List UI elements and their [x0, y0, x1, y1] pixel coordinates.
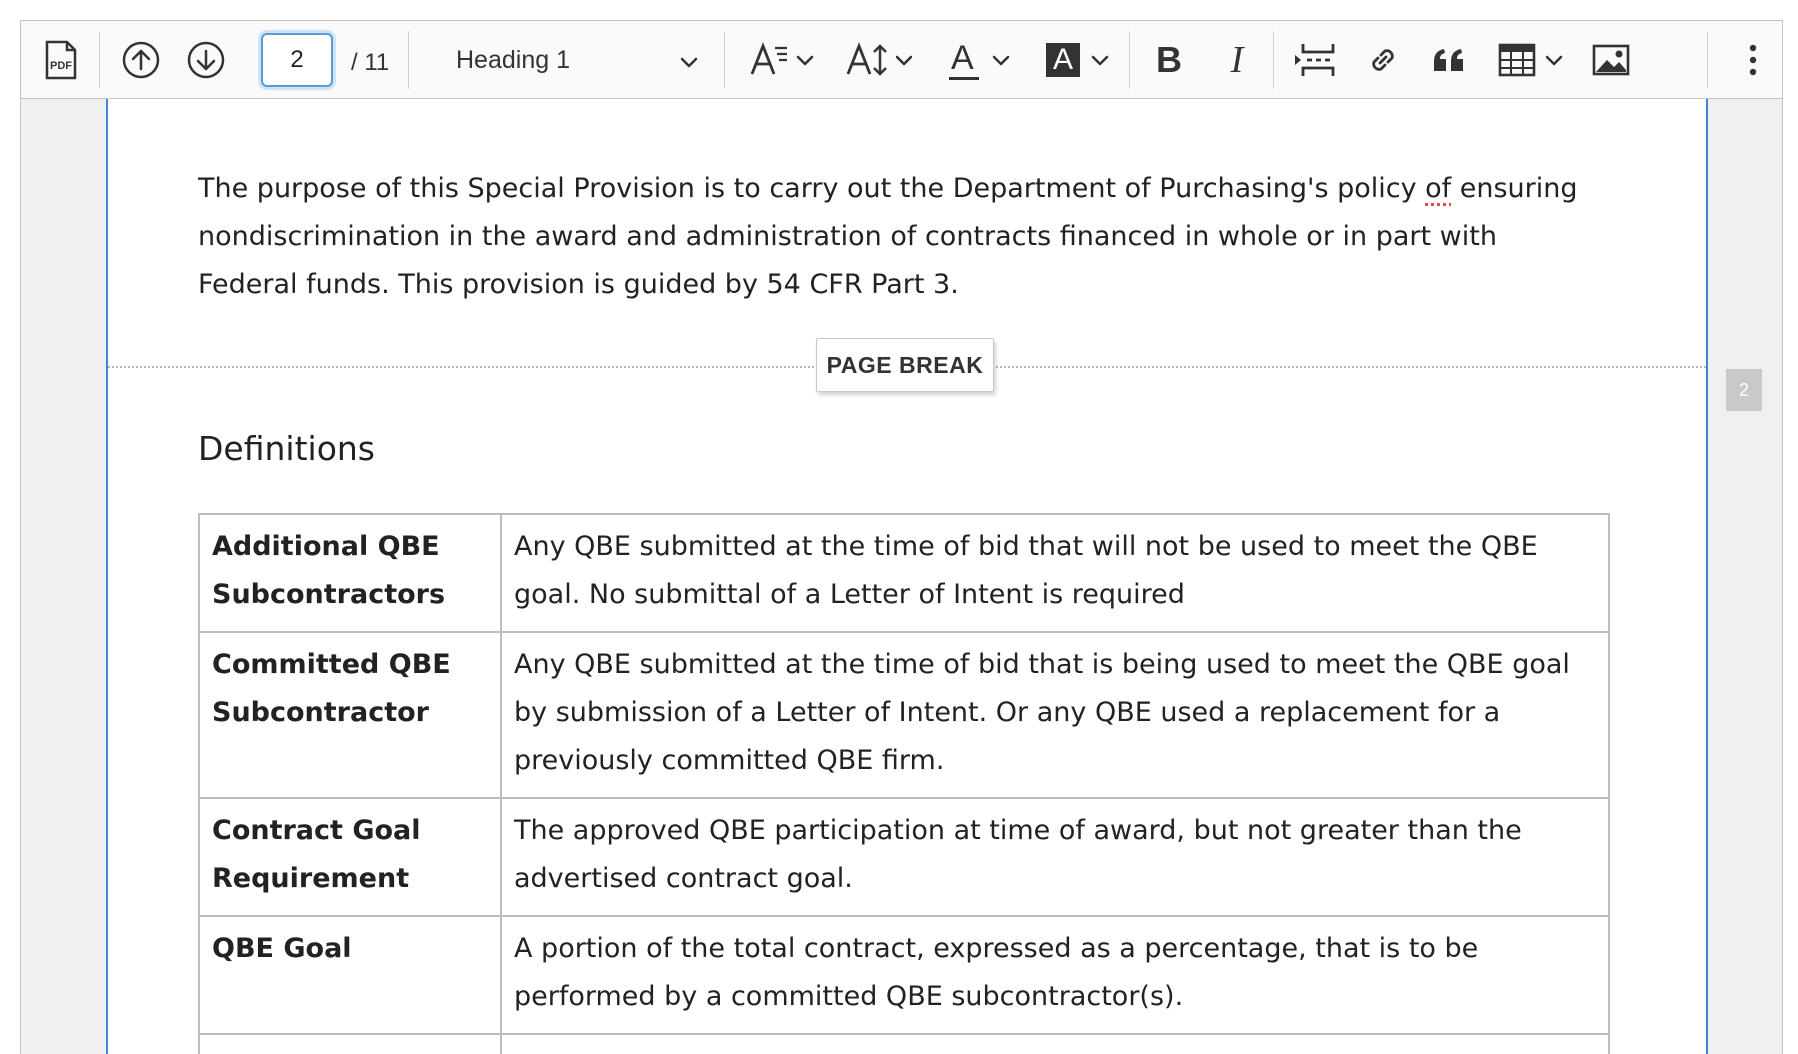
italic-icon: I [1230, 39, 1244, 81]
insert-link-button[interactable] [1355, 35, 1411, 85]
more-options-button[interactable] [1733, 35, 1773, 85]
definition-term-cell[interactable]: Additional QBE Subcontractors [199, 514, 501, 632]
definition-text-cell[interactable]: Any QBE submitted at the time of bid that will not be used to meet the QBE goal. No submittal of a Letter of Intent is required [501, 514, 1609, 632]
font-size-dropdown[interactable] [741, 35, 823, 85]
definition-term-cell[interactable]: Committed QBE Subcontractor [199, 632, 501, 798]
font-color-dropdown[interactable] [939, 35, 1019, 85]
link-icon [1365, 42, 1401, 78]
image-icon [1592, 44, 1630, 76]
pdf-export-icon [43, 40, 79, 80]
bold-icon: B [1156, 39, 1182, 80]
arrow-down-icon [186, 40, 226, 80]
blockquote-icon [1432, 45, 1466, 75]
definitions-heading[interactable]: Definitions [198, 429, 375, 468]
block-style-dropdown[interactable] [441, 35, 701, 85]
page-number-marker: 2 [1726, 369, 1762, 411]
table-row [199, 798, 1609, 916]
block-style-value: Heading 1 [456, 45, 570, 74]
definition-term-cell[interactable]: QBE Goal [199, 916, 501, 1034]
table-icon [1498, 43, 1536, 77]
font-color-icon: A [947, 39, 981, 81]
insert-table-dropdown[interactable] [1489, 35, 1573, 85]
spellcheck-flagged-word[interactable]: of [1425, 173, 1452, 204]
blockquote-button[interactable] [1421, 35, 1477, 85]
chevron-down-icon [1090, 50, 1110, 70]
chevron-down-icon [795, 50, 815, 70]
table-row [199, 916, 1609, 1034]
bold-button[interactable] [1139, 35, 1199, 85]
line-height-dropdown[interactable] [839, 35, 921, 85]
previous-page-button[interactable] [116, 35, 166, 85]
definition-text-cell[interactable]: A portion of the total contract, expressed as a percentage, that is to be performed by a committed QBE subcontractor(s). [501, 916, 1609, 1034]
italic-button[interactable] [1207, 35, 1267, 85]
document-page[interactable] [106, 99, 1708, 1054]
intro-text-start: The purpose of this Special Provision is to carry out the Department of Purchasing's policy [198, 173, 1426, 204]
page-break-button[interactable] [1287, 35, 1343, 85]
intro-paragraph[interactable] [198, 165, 1598, 309]
intro-text-end: ensuring nondiscrimination in the award and administration of contracts financed in whole or in part with Federal funds. This provision is guided by 54 CFR Part 3. [198, 173, 1578, 300]
arrow-up-icon [121, 40, 161, 80]
chevron-down-icon [679, 50, 699, 79]
page-break-icon [1293, 40, 1337, 80]
definition-term-cell[interactable] [199, 1034, 501, 1054]
definitions-table [198, 513, 1610, 1054]
table-row [199, 514, 1609, 632]
document-editor [20, 20, 1783, 1054]
chevron-down-icon [894, 50, 914, 70]
chevron-down-icon [1544, 50, 1564, 70]
page-number-input[interactable] [261, 33, 333, 87]
highlight-color-icon: A [1046, 43, 1080, 77]
export-pdf-button[interactable] [33, 35, 89, 85]
definition-text-cell[interactable] [501, 1034, 1609, 1054]
more-vertical-icon [1748, 43, 1758, 77]
svg-text:PDF: PDF [50, 60, 72, 72]
definition-text-cell[interactable]: Any QBE submitted at the time of bid that is being used to meet the QBE goal by submission of a Letter of Intent. Or any QBE used a replacement for a previously committed QBE firm. [501, 632, 1609, 798]
table-row [199, 1034, 1609, 1054]
definition-text-cell[interactable]: The approved QBE participation at time of award, but not greater than the advertised contract goal. [501, 798, 1609, 916]
page-break-label[interactable]: PAGE BREAK [816, 338, 994, 392]
chevron-down-icon [991, 50, 1011, 70]
definition-term-cell[interactable]: Contract Goal Requirement [199, 798, 501, 916]
font-size-icon [749, 40, 789, 80]
line-height-icon [846, 40, 890, 80]
insert-image-button[interactable] [1583, 35, 1639, 85]
highlight-color-dropdown[interactable] [1037, 35, 1119, 85]
table-row [199, 632, 1609, 798]
page-total-label: / 11 [351, 49, 390, 76]
next-page-button[interactable] [181, 35, 231, 85]
editor-toolbar [21, 21, 1782, 99]
